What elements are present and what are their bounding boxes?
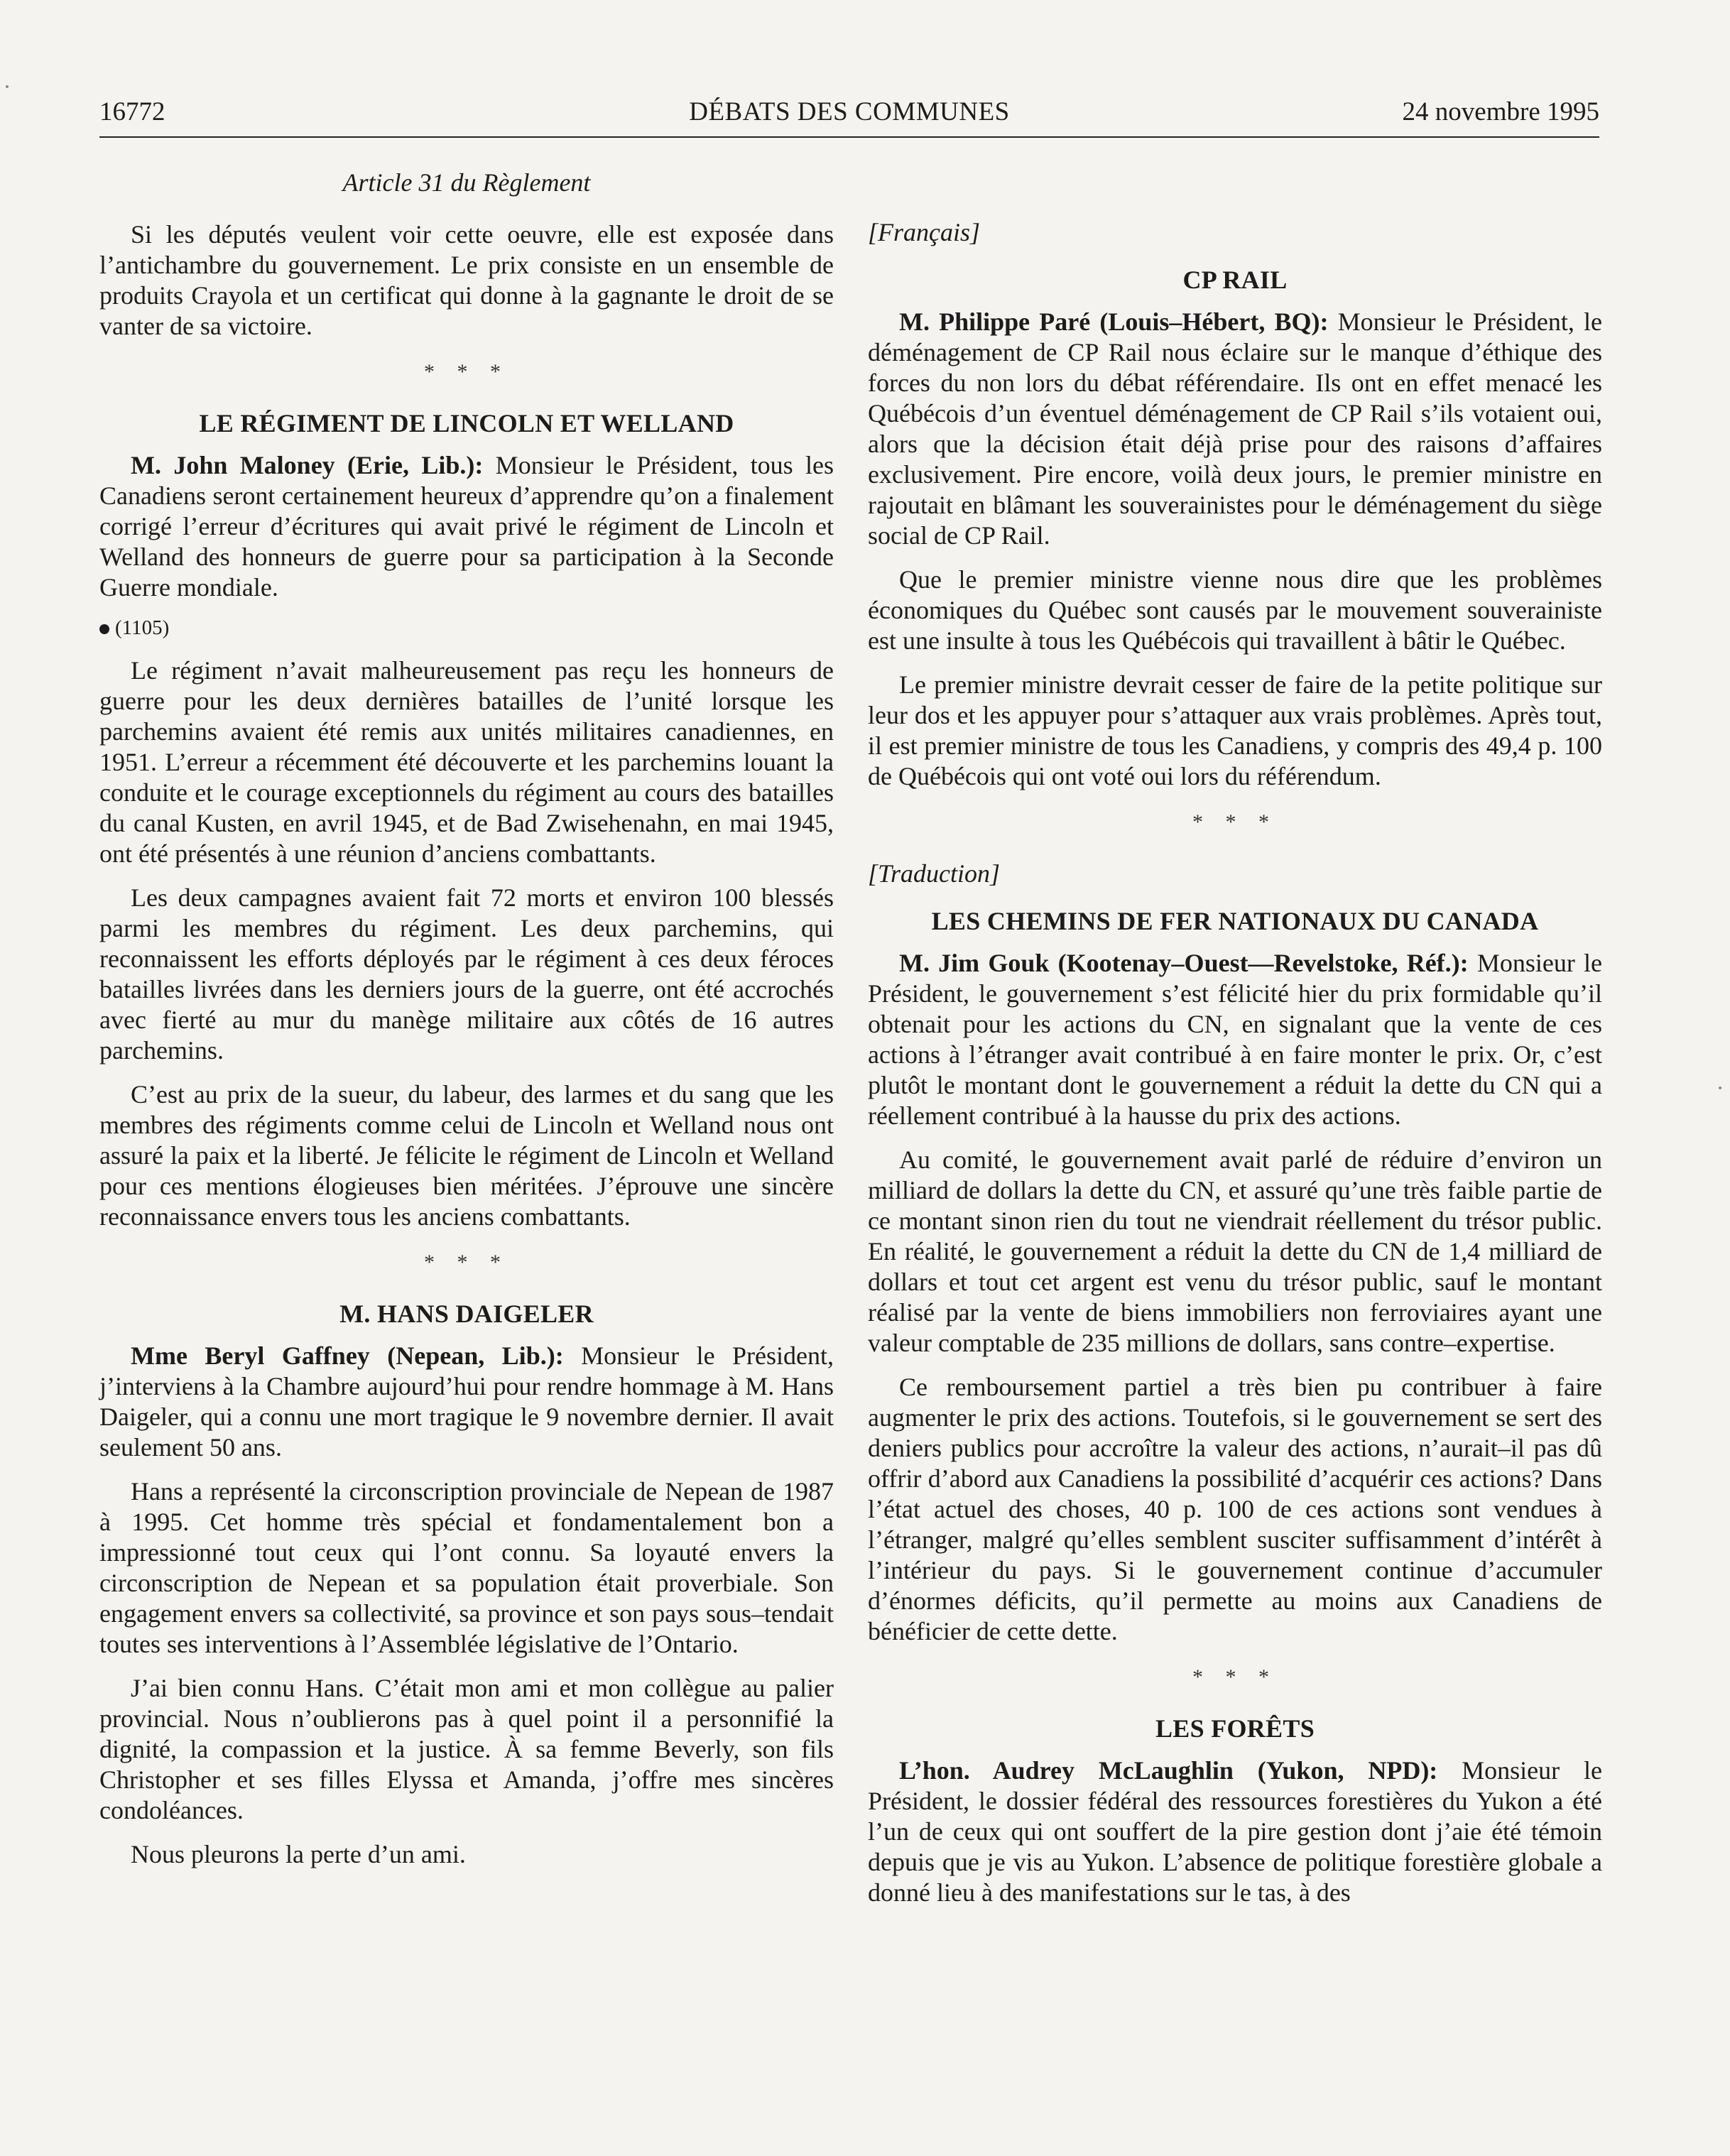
paragraph-maloney bbox=[99, 450, 834, 603]
right-column bbox=[868, 217, 1602, 1922]
speaker-name: M. Philippe Paré (Louis–Hébert, BQ): bbox=[899, 307, 1329, 336]
paragraph-gouk bbox=[868, 948, 1602, 1131]
speech-text: Monsieur le Président, j’interviens à la Chambre aujourd’hui pour rendre hommage à M. Hans Daigeler, qui a connu une mort tragique le 9 novembre dernier. Il avait seulement 50 ans. bbox=[99, 1341, 834, 1461]
speech-text: Monsieur le Président, le déménagement de CP Rail nous éclaire sur le manque d’éthique des forces du non lors du débat référendaire. Ils ont en effet menacé les Québécois d’un éventuel déménagement de CP Rail s’ils votaient oui, alors que la décision était déjà prise pour des raisons d’affaires exclusivement. Pire encore, voilà deux jours, le premier ministre en rajoutait en blâmant les souverainistes pour le déménagement du siège social de CP Rail. bbox=[868, 307, 1602, 550]
language-marker: [Français] bbox=[868, 218, 981, 246]
speaker-name: M. John Maloney (Erie, Lib.): bbox=[131, 451, 484, 479]
section-separator: * * * bbox=[424, 1251, 509, 1274]
speaker-name: M. Jim Gouk (Kootenay–Ouest—Revelstoke, Réf.): bbox=[899, 949, 1469, 977]
paragraph: Que le premier ministre vienne nous dire que les problèmes économiques du Québec sont causés par le mouvement souverainiste est une insulte à tous les Québécois qui travaillent à bâtir le Québec. bbox=[868, 565, 1602, 655]
speaker-name: L’hon. Audrey McLaughlin (Yukon, NPD): bbox=[899, 1756, 1438, 1785]
paragraph: Hans a représenté la circonscription provinciale de Nepean de 1987 à 1995. Cet homme très spécial et fondamentalement bon a impressionné tout ceux qui l’ont connu. Sa loyauté envers la circonscription de Nepean et sa population était proverbiale. Son engagement envers sa collectivité, sa province et son pays sous–tendait toutes ses interventions à l’Assemblée législative de l’Ontario. bbox=[99, 1477, 834, 1658]
speaker-name: Mme Beryl Gaffney (Nepean, Lib.): bbox=[131, 1341, 564, 1370]
heading-cp-rail: CP RAIL bbox=[1182, 266, 1288, 294]
speech-text: Monsieur le Président, tous les Canadiens seront certainement heureux d’apprendre qu’on a finalement corrigé l’erreur d’écritures qui avait privé le régiment de Lincoln et Welland des honneurs de guerre pour sa participation à la Seconde Guerre mondiale. bbox=[99, 451, 834, 601]
heading-regiment: LE RÉGIMENT DE LINCOLN ET WELLAND bbox=[199, 409, 734, 437]
heading-forets: LES FORÊTS bbox=[1155, 1714, 1315, 1743]
section-separator: * * * bbox=[424, 360, 509, 383]
paragraph: Nous pleurons la perte d’un ami. bbox=[131, 1840, 466, 1868]
paragraph-pare bbox=[868, 307, 1602, 551]
scan-speck bbox=[6, 85, 9, 88]
scan-speck bbox=[1719, 1087, 1721, 1089]
section-separator: * * * bbox=[1192, 810, 1278, 834]
paragraph: J’ai bien connu Hans. C’était mon ami et mon collègue au palier provincial. Nous n’oublierons pas à quel point il a personnifié la dignité, la compassion et la justice. À sa femme Beverly, son fils Christopher et ses filles Elyssa et Amanda, j’offre mes sincères condoléances. bbox=[99, 1674, 834, 1824]
paragraph: Le premier ministre devrait cesser de faire de la petite politique sur leur dos et les appuyer pour s’attaquer aux vrais problèmes. Après tout, il est premier ministre de tous les Canadiens, y compris des 49,4 p. 100 de Québécois qui ont voté oui lors du référendum. bbox=[868, 670, 1602, 790]
left-column bbox=[99, 168, 834, 1883]
issue-date: 24 novembre 1995 bbox=[1402, 97, 1599, 126]
language-marker: [Traduction] bbox=[868, 859, 1001, 888]
section-separator: * * * bbox=[1192, 1665, 1278, 1689]
paragraph: C’est au prix de la sueur, du labeur, des larmes et du sang que les membres des régiments comme celui de Lincoln et Welland nous ont assuré la paix et la liberté. Je félicite le régiment de Lincoln et Welland pour ces mentions élogieuses bien méritées. J’éprouve une sincère reconnaissance envers tous les anciens combattants. bbox=[99, 1080, 834, 1231]
timestamp-text: (1105) bbox=[115, 616, 170, 639]
publication-title: DÉBATS DES COMMUNES bbox=[689, 97, 1010, 126]
paragraph: Ce remboursement partiel a très bien pu contribuer à faire augmenter le prix des actions. Toutefois, si le gouvernement se sert des deniers publics pour accroître la valeur des actions, n’aurait–il pas dû offrir d’abord aux Canadiens la possibilité d’acquérir ces actions? Dans l’état actuel des choses, 40 p. 100 de ces actions sont vendues à l’étranger, malgré qu’elles semblent susciter suffisamment d’intérêt à l’intérieur du pays. Si le gouvernement continue d’accumuler d’énormes déficits, qu’il permette au moins aux Canadiens de bénéficier de cette dette. bbox=[868, 1373, 1602, 1645]
bullet-icon bbox=[99, 624, 109, 634]
timestamp bbox=[99, 616, 834, 640]
heading-cn: LES CHEMINS DE FER NATIONAUX DU CANADA bbox=[931, 907, 1539, 935]
heading-daigeler: M. HANS DAIGELER bbox=[339, 1300, 594, 1328]
paragraph: Les deux campagnes avaient fait 72 morts et environ 100 blessés parmi les membres du régiment. Les deux parchemins, qui reconnaissent les efforts déployés par le régiment à ces deux féroces batailles livrées dans les derniers jours de la guerre, ont été accrochés avec fierté au mur du manège militaire aux côtés de 16 autres parchemins. bbox=[99, 883, 834, 1065]
page-header bbox=[99, 97, 1599, 138]
paragraph: Le régiment n’avait malheureusement pas reçu les honneurs de guerre pour les deux dernières batailles de l’unité lorsque les parchemins avaient été remis aux unités militaires canadiennes, en 1951. L’erreur a récemment été découverte et les parchemins louant la conduite et le courage exceptionnels du régiment au cours des batailles du canal Kusten, en avril 1945, et de Bad Zwisehenahn, en mai 1945, ont été présentés à une réunion d’anciens combattants. bbox=[99, 656, 834, 868]
speech-text: Monsieur le Président, le dossier fédéral des ressources forestières du Yukon a été l’un de ceux qui ont souffert de la pire gestion dont j’aie été témoin depuis que je vis au Yukon. L’absence de politique forestière globale a donné lieu à des manifestations sur le tas, à des bbox=[868, 1756, 1602, 1907]
paragraph: Au comité, le gouvernement avait parlé de réduire d’environ un milliard de dollars la dette du CN, et assuré qu’une très faible partie de ce montant sinon rien du tout ne viendrait réellement du trésor public. En réalité, le gouvernement a réduit la dette du CN de 1,4 milliard de dollars et tout cet argent est venu du trésor public, sauf le montant réalisé par la vente de biens immobiliers non ferroviaires ayant une valeur comptable de 235 millions de dollars, sans contre–expertise. bbox=[868, 1145, 1602, 1357]
page-number: 16772 bbox=[99, 97, 165, 126]
paragraph-gaffney bbox=[99, 1341, 834, 1463]
section-rubric: Article 31 du Règlement bbox=[342, 168, 591, 197]
paragraph-mclaughlin bbox=[868, 1755, 1602, 1908]
paragraph: Si les députés veulent voir cette oeuvre, elle est exposée dans l’antichambre du gouvernement. Le prix consiste en un ensemble de produits Crayola et un certificat qui donne à la gagnante le droit de se vanter de sa victoire. bbox=[99, 220, 834, 340]
speech-text: Monsieur le Président, le gouvernement s’est félicité hier du prix formidable qu’il obtenait pour les actions du CN, en signalant que la vente de ces actions à l’étranger avait contribué à en faire monter le prix. Or, c’est plutôt le montant dont le gouvernement a réduit la dette du CN qui a réellement contribué à la hausse du prix des actions. bbox=[868, 949, 1603, 1130]
